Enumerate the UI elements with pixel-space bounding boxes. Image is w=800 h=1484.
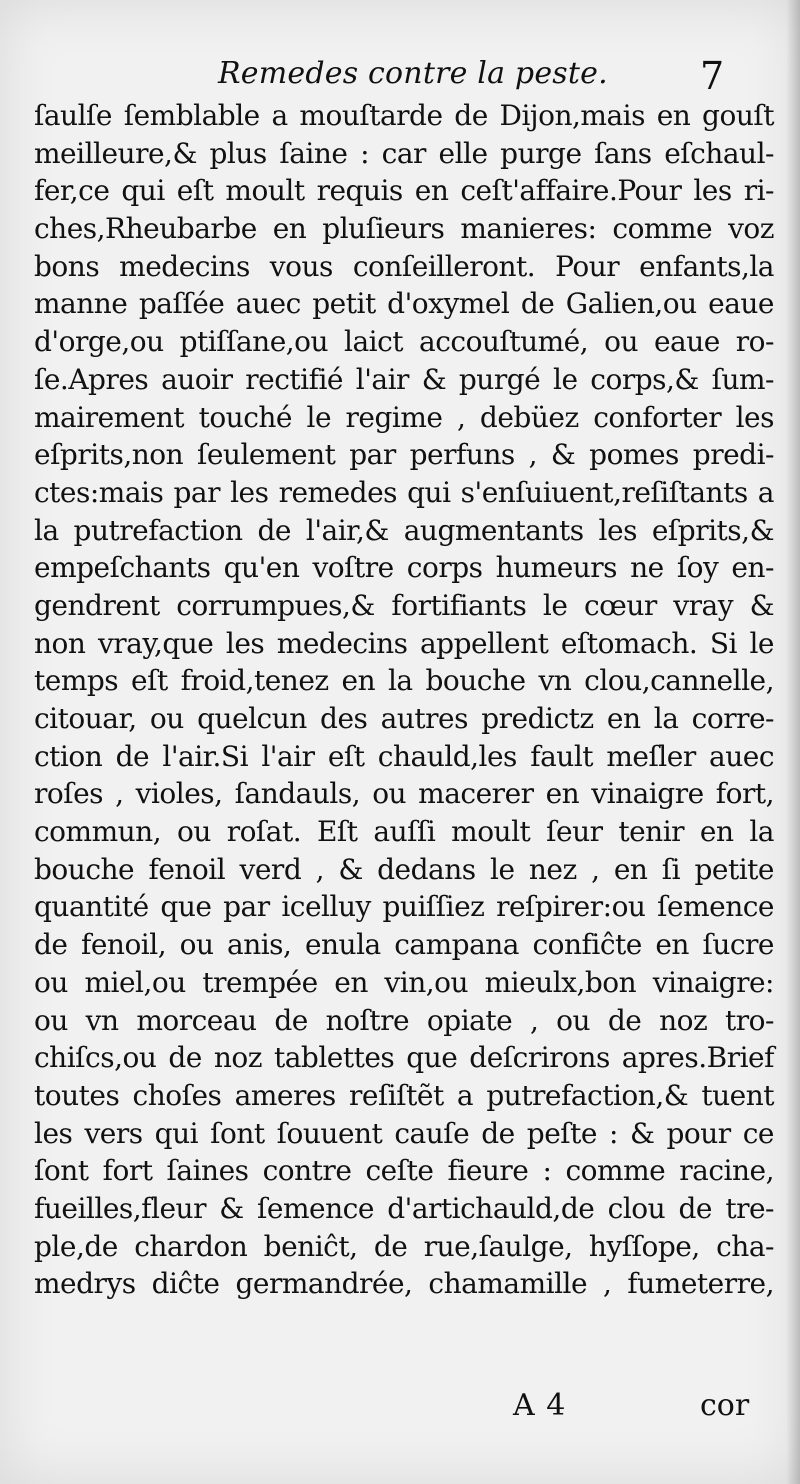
text-line: roſes , violes, ſandauls, ou macerer en vinaigre fort, xyxy=(34,777,774,811)
text-line: commun, ou roſat. Eſt auſſi moult ſeur tenir en la xyxy=(34,815,774,849)
text-line: quantité que par icelluy puiſſiez reſpirer:ou ſemence xyxy=(34,890,774,924)
signature-mark: A 4 xyxy=(513,1388,567,1423)
text-line: ſont fort ſaines contre ceſte fieure : comme racine, xyxy=(34,1154,774,1188)
text-line: non vray,que les medecins appellent eſtomach. Si le xyxy=(34,626,774,660)
text-line: toutes choſes ameres reſiſtẽt a putrefaction,& tuent xyxy=(34,1078,774,1112)
text-line: ctes:mais par les remedes qui s'enſuiuent,reſiſtants a xyxy=(34,475,774,509)
text-line: fueilles,fleur & ſemence d'artichauld,de clou de tre- xyxy=(34,1191,774,1225)
text-line: bouche fenoil verd , & dedans le nez , en ſi petite xyxy=(34,852,774,886)
text-line: empeſchants qu'en voſtre corps humeurs ne ſoy en- xyxy=(34,551,774,585)
text-line: gendrent corrumpues,& fortifiants le cœur vray & xyxy=(34,588,774,622)
text-line: medrys diĉte germandrée, chamamille , fumeterre, xyxy=(34,1267,774,1301)
text-line: d'orge,ou ptiſſane,ou laict accouſtumé, ou eaue ro- xyxy=(34,325,774,359)
text-line: mairement touché le regime , debüez conforter les xyxy=(34,400,774,434)
text-line: ches,Rheubarbe en pluſieurs manieres: comme voz xyxy=(34,212,774,246)
text-line: ſe.Apres auoir rectifié l'air & purgé le corps,& ſum- xyxy=(34,362,774,396)
body-text xyxy=(34,97,774,1303)
text-line: les vers qui ſont ſouuent cauſe de peſte : & pour ce xyxy=(34,1116,774,1150)
text-line: temps eſt froid,tenez en la bouche vn clou,cannelle, xyxy=(34,664,774,698)
text-line: ou miel,ou trempée en vin,ou mieulx,bon vinaigre: xyxy=(34,965,774,999)
catchword: cor xyxy=(700,1388,750,1423)
text-line: de fenoil, ou anis, enula campana confiĉte en ſucre xyxy=(34,928,774,962)
text-line: meilleure,& plus ſaine : car elle purge ſans eſchaul- xyxy=(34,136,774,170)
text-line: eſprits,non ſeulement par perfuns , & pomes predi- xyxy=(34,438,774,472)
text-line: ction de l'air.Si l'air eſt chauld,les fault meſler auec xyxy=(34,739,774,773)
text-line: manne paſſée auec petit d'oxymel de Galien,ou eaue xyxy=(34,287,774,321)
text-line: ſaulſe ſemblable a mouſtarde de Dijon,mais en gouſt xyxy=(34,99,774,132)
text-line: citouar, ou quelcun des autres predictz en la corre- xyxy=(34,702,774,735)
page-footer xyxy=(0,1388,800,1428)
text-line: bons medecins vous conſeilleront. Pour enfants,la xyxy=(34,249,774,283)
running-title: Remedes contre la peste. xyxy=(218,56,608,91)
text-line: fer,ce qui eſt moult requis en ceſt'affaire.Pour les ri- xyxy=(34,174,774,208)
page-edge-shadow xyxy=(786,0,800,1484)
text-line: ou vn morceau de noſtre opiate , ou de noz tro- xyxy=(34,1003,774,1037)
page-number: 7 xyxy=(700,54,725,98)
text-line: la putrefaction de l'air,& augmentants les eſprits,& xyxy=(34,513,774,547)
text-line: ple,de chardon beniĉt, de rue,ſaulge, hyſſope, cha- xyxy=(34,1229,774,1263)
text-line: chiſcs,ou de noz tablettes que deſcrirons apres.Brief xyxy=(34,1041,774,1075)
